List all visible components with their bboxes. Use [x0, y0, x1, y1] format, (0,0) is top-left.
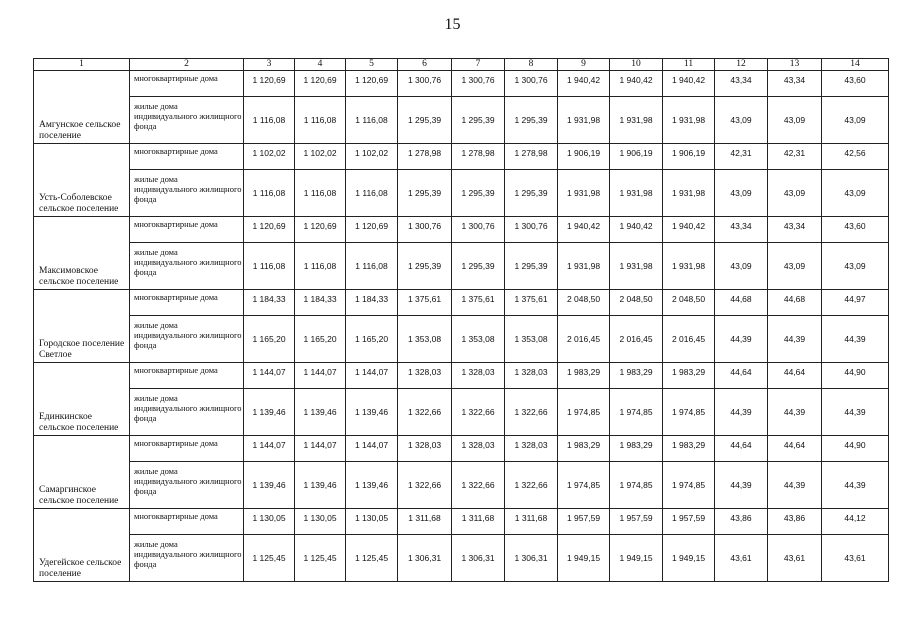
tariff-value: 43,86 [715, 509, 768, 535]
settlement-name: Амгунское сельское поселение [34, 71, 130, 144]
tariff-value: 1 165,20 [346, 316, 398, 363]
column-header: 2 [130, 59, 244, 71]
tariff-value: 1 906,19 [610, 144, 663, 170]
housing-type: жилые дома индивидуального жилищного фонда [130, 97, 244, 144]
tariff-value: 1 300,76 [452, 71, 505, 97]
tariff-value: 1 130,05 [244, 509, 295, 535]
tariff-value: 1 295,39 [398, 170, 452, 217]
tariff-value: 1 165,20 [295, 316, 346, 363]
tariff-value: 44,39 [822, 316, 889, 363]
tariff-value: 43,09 [822, 170, 889, 217]
tariff-value: 1 983,29 [558, 436, 610, 462]
column-header: 14 [822, 59, 889, 71]
tariff-value: 1 125,45 [244, 535, 295, 582]
tariff-value: 43,09 [768, 170, 822, 217]
tariff-value: 1 322,66 [452, 462, 505, 509]
tariff-value: 1 931,98 [663, 243, 715, 290]
table-body [34, 71, 889, 582]
tariff-value: 1 983,29 [663, 363, 715, 389]
tariff-value: 42,31 [715, 144, 768, 170]
tariff-value: 1 116,08 [295, 243, 346, 290]
tariff-value: 1 144,07 [295, 436, 346, 462]
tariff-value: 44,64 [768, 436, 822, 462]
tariff-value: 1 120,69 [346, 71, 398, 97]
tariff-value: 2 016,45 [610, 316, 663, 363]
tariff-value: 1 328,03 [398, 436, 452, 462]
tariff-value: 43,09 [822, 97, 889, 144]
tariff-value: 1 125,45 [295, 535, 346, 582]
tariff-value: 44,64 [715, 436, 768, 462]
tariff-value: 1 116,08 [346, 170, 398, 217]
tariff-value: 1 322,66 [398, 462, 452, 509]
tariff-value: 1 295,39 [452, 243, 505, 290]
tariff-value: 43,61 [715, 535, 768, 582]
tariff-value: 43,09 [768, 243, 822, 290]
tariff-value: 1 949,15 [663, 535, 715, 582]
tariff-value: 43,60 [822, 217, 889, 243]
tariff-value: 44,68 [715, 290, 768, 316]
column-header: 10 [610, 59, 663, 71]
tariff-value: 1 322,66 [505, 389, 558, 436]
tariff-value: 1 295,39 [398, 97, 452, 144]
tariff-value: 1 295,39 [452, 97, 505, 144]
table-row [34, 170, 889, 217]
tariff-value: 1 295,39 [398, 243, 452, 290]
settlement-name: Максимовское сельское поселение [34, 217, 130, 290]
tariff-value: 42,31 [768, 144, 822, 170]
table-row [34, 97, 889, 144]
tariff-value: 1 139,46 [295, 462, 346, 509]
column-header: 7 [452, 59, 505, 71]
tariff-value: 1 983,29 [663, 436, 715, 462]
tariff-value: 1 974,85 [558, 389, 610, 436]
tariff-value: 2 048,50 [663, 290, 715, 316]
tariff-value: 1 278,98 [505, 144, 558, 170]
tariff-value: 1 940,42 [663, 71, 715, 97]
tariff-value: 1 116,08 [346, 97, 398, 144]
tariff-value: 43,34 [768, 71, 822, 97]
tariff-value: 1 278,98 [398, 144, 452, 170]
tariff-value: 1 184,33 [346, 290, 398, 316]
tariff-value: 1 130,05 [346, 509, 398, 535]
tariff-value: 1 116,08 [295, 97, 346, 144]
tariff-value: 1 295,39 [505, 170, 558, 217]
tariff-value: 1 139,46 [346, 389, 398, 436]
tariff-value: 44,12 [822, 509, 889, 535]
tariff-value: 1 353,08 [398, 316, 452, 363]
tariff-value: 1 120,69 [244, 217, 295, 243]
tariff-value: 43,86 [768, 509, 822, 535]
tariff-value: 1 144,07 [346, 363, 398, 389]
column-header: 13 [768, 59, 822, 71]
tariff-value: 43,09 [715, 243, 768, 290]
settlement-name: Единкинское сельское поселение [34, 363, 130, 436]
tariff-value: 2 016,45 [558, 316, 610, 363]
tariff-value: 1 940,42 [610, 71, 663, 97]
tariff-value: 1 130,05 [295, 509, 346, 535]
tariff-value: 2 048,50 [558, 290, 610, 316]
tariff-value: 1 328,03 [398, 363, 452, 389]
tariff-value: 44,39 [768, 316, 822, 363]
tariff-value: 1 983,29 [610, 363, 663, 389]
column-header: 5 [346, 59, 398, 71]
tariff-value: 1 139,46 [295, 389, 346, 436]
tariff-value: 2 016,45 [663, 316, 715, 363]
tariff-value: 1 974,85 [610, 462, 663, 509]
column-header: 9 [558, 59, 610, 71]
tariff-value: 1 102,02 [346, 144, 398, 170]
housing-type: многоквартирные дома [130, 290, 244, 316]
tariff-value: 1 278,98 [452, 144, 505, 170]
tariff-value: 1 957,59 [558, 509, 610, 535]
tariff-value: 1 949,15 [558, 535, 610, 582]
column-header: 1 [34, 59, 130, 71]
tariff-value: 1 300,76 [452, 217, 505, 243]
settlement-name: Самаргинское сельское поселение [34, 436, 130, 509]
tariff-value: 43,09 [715, 97, 768, 144]
tariff-value: 44,39 [715, 462, 768, 509]
table-row [34, 535, 889, 582]
tariff-value: 1 957,59 [610, 509, 663, 535]
housing-type: жилые дома индивидуального жилищного фонда [130, 389, 244, 436]
housing-type: многоквартирные дома [130, 144, 244, 170]
tariff-value: 43,34 [715, 71, 768, 97]
tariff-value: 1 184,33 [244, 290, 295, 316]
tariff-value: 1 940,42 [610, 217, 663, 243]
tariff-value: 44,39 [822, 389, 889, 436]
tariff-value: 1 906,19 [558, 144, 610, 170]
tariff-value: 1 306,31 [505, 535, 558, 582]
tariff-value: 1 144,07 [244, 363, 295, 389]
table-row [34, 509, 889, 535]
tariff-value: 44,68 [768, 290, 822, 316]
tariff-value: 1 940,42 [558, 71, 610, 97]
tariff-value: 1 125,45 [346, 535, 398, 582]
tariff-value: 1 353,08 [452, 316, 505, 363]
settlement-name: Удегейское сельское поселение [34, 509, 130, 582]
tariff-value: 44,39 [768, 389, 822, 436]
tariff-value: 43,60 [822, 71, 889, 97]
housing-type: многоквартирные дома [130, 363, 244, 389]
table-row [34, 436, 889, 462]
tariff-value: 1 300,76 [398, 71, 452, 97]
tariff-value: 44,97 [822, 290, 889, 316]
tariff-value: 44,90 [822, 436, 889, 462]
housing-type: жилые дома индивидуального жилищного фонда [130, 170, 244, 217]
tariff-value: 1 116,08 [244, 170, 295, 217]
tariff-value: 1 295,39 [452, 170, 505, 217]
tariff-value: 1 328,03 [505, 363, 558, 389]
tariff-value: 44,39 [822, 462, 889, 509]
tariff-value: 1 306,31 [452, 535, 505, 582]
settlement-name: Городское поселение Светлое [34, 290, 130, 363]
tariff-value: 1 300,76 [398, 217, 452, 243]
tariff-value: 1 983,29 [558, 363, 610, 389]
tariff-value: 1 931,98 [663, 170, 715, 217]
tariff-value: 1 940,42 [558, 217, 610, 243]
tariff-value: 1 306,31 [398, 535, 452, 582]
tariff-value: 1 931,98 [610, 97, 663, 144]
tariff-value: 43,34 [715, 217, 768, 243]
tariff-value: 1 322,66 [505, 462, 558, 509]
tariff-value: 1 184,33 [295, 290, 346, 316]
tariff-value: 1 983,29 [610, 436, 663, 462]
tariff-value: 1 949,15 [610, 535, 663, 582]
tariff-value: 1 931,98 [610, 243, 663, 290]
tariff-value: 1 116,08 [244, 97, 295, 144]
tariff-value: 1 116,08 [295, 170, 346, 217]
tariff-value: 1 375,61 [505, 290, 558, 316]
table-row [34, 389, 889, 436]
tariff-value: 43,34 [768, 217, 822, 243]
table-row [34, 144, 889, 170]
tariff-value: 1 931,98 [663, 97, 715, 144]
tariff-value: 1 120,69 [295, 71, 346, 97]
tariff-value: 1 353,08 [505, 316, 558, 363]
housing-type: жилые дома индивидуального жилищного фонда [130, 316, 244, 363]
tariff-value: 1 974,85 [663, 462, 715, 509]
housing-type: многоквартирные дома [130, 509, 244, 535]
tariff-value: 1 974,85 [610, 389, 663, 436]
tariff-value: 43,61 [822, 535, 889, 582]
tariff-value: 1 931,98 [558, 243, 610, 290]
tariff-value: 1 322,66 [398, 389, 452, 436]
table-row [34, 71, 889, 97]
tariff-value: 1 957,59 [663, 509, 715, 535]
column-header: 11 [663, 59, 715, 71]
tariff-value: 1 322,66 [452, 389, 505, 436]
tariff-value: 44,90 [822, 363, 889, 389]
housing-type: многоквартирные дома [130, 436, 244, 462]
tariff-value: 1 120,69 [346, 217, 398, 243]
tariff-value: 1 139,46 [346, 462, 398, 509]
tariff-value: 1 144,07 [295, 363, 346, 389]
table-row [34, 243, 889, 290]
tariff-value: 42,56 [822, 144, 889, 170]
settlement-name: Усть-Соболевское сельское поселение [34, 144, 130, 217]
housing-type: жилые дома индивидуального жилищного фонда [130, 462, 244, 509]
housing-type: многоквартирные дома [130, 217, 244, 243]
table-row [34, 217, 889, 243]
tariff-value: 1 931,98 [558, 97, 610, 144]
column-header: 4 [295, 59, 346, 71]
tariff-value: 1 116,08 [346, 243, 398, 290]
tariff-value: 1 940,42 [663, 217, 715, 243]
tariff-value: 1 116,08 [244, 243, 295, 290]
table-row [34, 462, 889, 509]
tariff-value: 1 120,69 [244, 71, 295, 97]
tariff-value: 1 375,61 [452, 290, 505, 316]
tariff-value: 1 300,76 [505, 71, 558, 97]
tariff-value: 1 328,03 [452, 436, 505, 462]
column-header: 8 [505, 59, 558, 71]
tariff-value: 1 328,03 [452, 363, 505, 389]
tariff-value: 1 311,68 [398, 509, 452, 535]
tariff-value: 1 311,68 [452, 509, 505, 535]
tariff-value: 2 048,50 [610, 290, 663, 316]
tariff-value: 44,39 [768, 462, 822, 509]
housing-type: жилые дома индивидуального жилищного фонда [130, 535, 244, 582]
tariff-value: 1 974,85 [558, 462, 610, 509]
tariff-value: 1 102,02 [295, 144, 346, 170]
tariff-value: 1 974,85 [663, 389, 715, 436]
tariff-value: 1 375,61 [398, 290, 452, 316]
column-header: 12 [715, 59, 768, 71]
column-header: 3 [244, 59, 295, 71]
tariff-value: 44,64 [715, 363, 768, 389]
tariff-value: 1 165,20 [244, 316, 295, 363]
tariff-value: 43,09 [715, 170, 768, 217]
table-row [34, 363, 889, 389]
tariff-value: 1 931,98 [558, 170, 610, 217]
tariff-value: 1 311,68 [505, 509, 558, 535]
column-header: 6 [398, 59, 452, 71]
tariff-value: 1 120,69 [295, 217, 346, 243]
header-row [34, 59, 889, 71]
tariff-value: 43,61 [768, 535, 822, 582]
housing-type: жилые дома индивидуального жилищного фонда [130, 243, 244, 290]
table-row [34, 290, 889, 316]
tariff-value: 44,64 [768, 363, 822, 389]
tariff-value: 43,09 [822, 243, 889, 290]
tariff-value: 1 102,02 [244, 144, 295, 170]
tariff-value: 1 139,46 [244, 389, 295, 436]
tariff-value: 1 295,39 [505, 243, 558, 290]
tariff-value: 1 906,19 [663, 144, 715, 170]
tariff-value: 1 328,03 [505, 436, 558, 462]
page-number: 15 [444, 16, 461, 33]
tariff-value: 1 139,46 [244, 462, 295, 509]
tariff-value: 1 144,07 [346, 436, 398, 462]
tariff-value: 1 931,98 [610, 170, 663, 217]
table-row [34, 316, 889, 363]
tariff-value: 44,39 [715, 316, 768, 363]
tariff-value: 1 144,07 [244, 436, 295, 462]
tariff-value: 44,39 [715, 389, 768, 436]
tariff-value: 1 295,39 [505, 97, 558, 144]
tariff-value: 43,09 [768, 97, 822, 144]
housing-type: многоквартирные дома [130, 71, 244, 97]
tariff-value: 1 300,76 [505, 217, 558, 243]
tariff-table [33, 58, 889, 582]
